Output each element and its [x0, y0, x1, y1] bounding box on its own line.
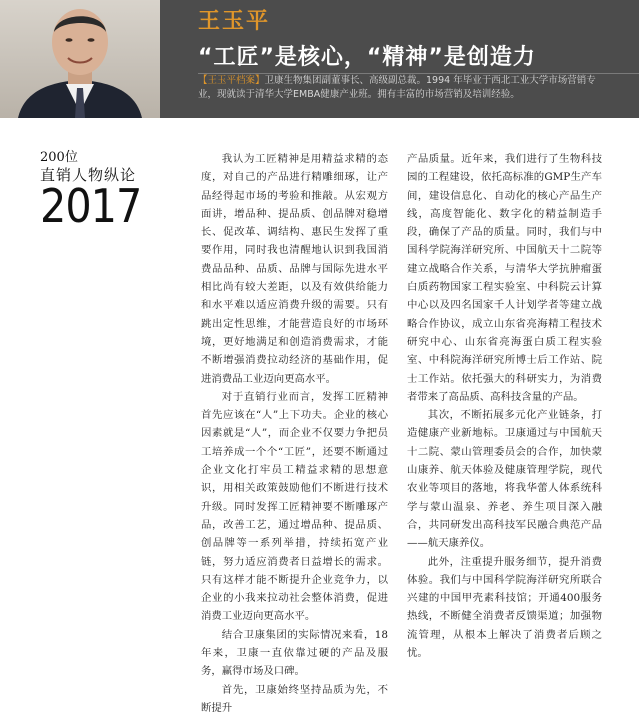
- article-column-right: [407, 150, 602, 662]
- series-year: 2017: [40, 179, 142, 233]
- paragraph: 对于直销行业而言，发挥工匠精神首先应该在“人”上下功夫。企业的核心因素就是“人”，而企业不仅要力争把员工培养成一个个“工匠”，还要不断通过企业文化打牢员工精益求精的思想意识，用相关政策鼓励他们不断进行技术升级。同时发挥工匠精神要不断雕琢产品，改善工艺，通过增品种、提品质、创品牌等一系列举措，持续拓宽产业链，努力适应消费者日益增长的需求。只有这样才能不断提升企业竞争力，以企业的小我来拉动社会整体消费，促进消费工业迈向更高水平。: [201, 390, 388, 623]
- article-title: “工匠”是核心，“精神”是创造力: [198, 45, 536, 70]
- paragraph: 结合卫康集团的实际情况来看，18年来，卫康一直依靠过硬的产品及服务，赢得市场及口碑。: [201, 628, 388, 678]
- bio-tag: 【王玉平档案】: [198, 75, 265, 86]
- series-label: [40, 150, 170, 233]
- person-name: 王玉平: [198, 9, 271, 34]
- series-count: 200位: [40, 150, 78, 165]
- article-column-left: [201, 150, 388, 717]
- paragraph: 产品质量。近年来，我们进行了生物科技园的工程建设，依托高标准的GMP生产车间，建设信息化、自动化的核心产品生产线，高度智能化、数字化的精益制造手段，确保了产品的质量。同时，我们与中国科学院海洋研究所、中国航天十二院等建立战略合作关系，与清华大学抗肿瘤蛋白质药物国家工程实验室、中科院云计算中心以及四名国家千人计划学者等建立战略合作协议，成立山东省亮海精工程技术研究中心、山东省亮海蛋白质工程实验室、中科院海洋研究所博士后工作站、院士工作站。依托强大的科研实力，为消费者带来了高品质、高科技含量的产品。: [407, 153, 602, 403]
- portrait-illustration: [0, 0, 160, 118]
- paragraph: 此外，注重提升服务细节，提升消费体验。我们与中国科学院海洋研究所联合兴建的中国甲壳素科技馆；开通400服务热线，不断健全消费者反馈渠道；加强物流管理，从根本上解决了消费者后顾之忧。: [407, 555, 602, 660]
- paragraph: 首先，卫康始终坚持品质为先，不断提升: [201, 683, 388, 714]
- series-name: 直销人物纵论: [40, 166, 137, 184]
- person-bio: [198, 74, 596, 101]
- paragraph: 我认为工匠精神是用精益求精的态度，对自己的产品进行精雕细琢，让产品经得起市场的考验和推敲。从宏观方面讲，增品种、提品质、创品牌对稳增长、促改革、调结构、惠民生发挥了重要作用，同时我也清醒地认识到我国消费品品种、品质、品牌与国际先进水平相比尚有较大差距，以及有效供给能力和水平难以适应消费升级的需要。只有跳出定性思维，才能营造良好的市场环境，更好地满足和创造消费需求，才能不断增强消费拉动经济的基础作用，促进消费品工业迈向更高水平。: [201, 153, 388, 385]
- bio-text: 卫康生物集团副董事长、高级副总裁。1994 年毕业于西北工业大学市场营销专业，现就读于清华大学EMBA健康产业班。拥有丰富的市场营销及培训经验。: [198, 75, 596, 100]
- portrait-photo: [0, 0, 160, 118]
- paragraph: 其次，不断拓展多元化产业链条，打造健康产业新地标。卫康通过与中国航天十二院、蒙山管理委员会的合作，加快蒙山康养、航天体验及健康管理学院，现代农业等项目的落地，将我华蕾人体系统科学与蒙山温泉、养老、养生项目深入融合，共同研发出高科技军民融合典范产品——航天康养仪。: [407, 409, 602, 550]
